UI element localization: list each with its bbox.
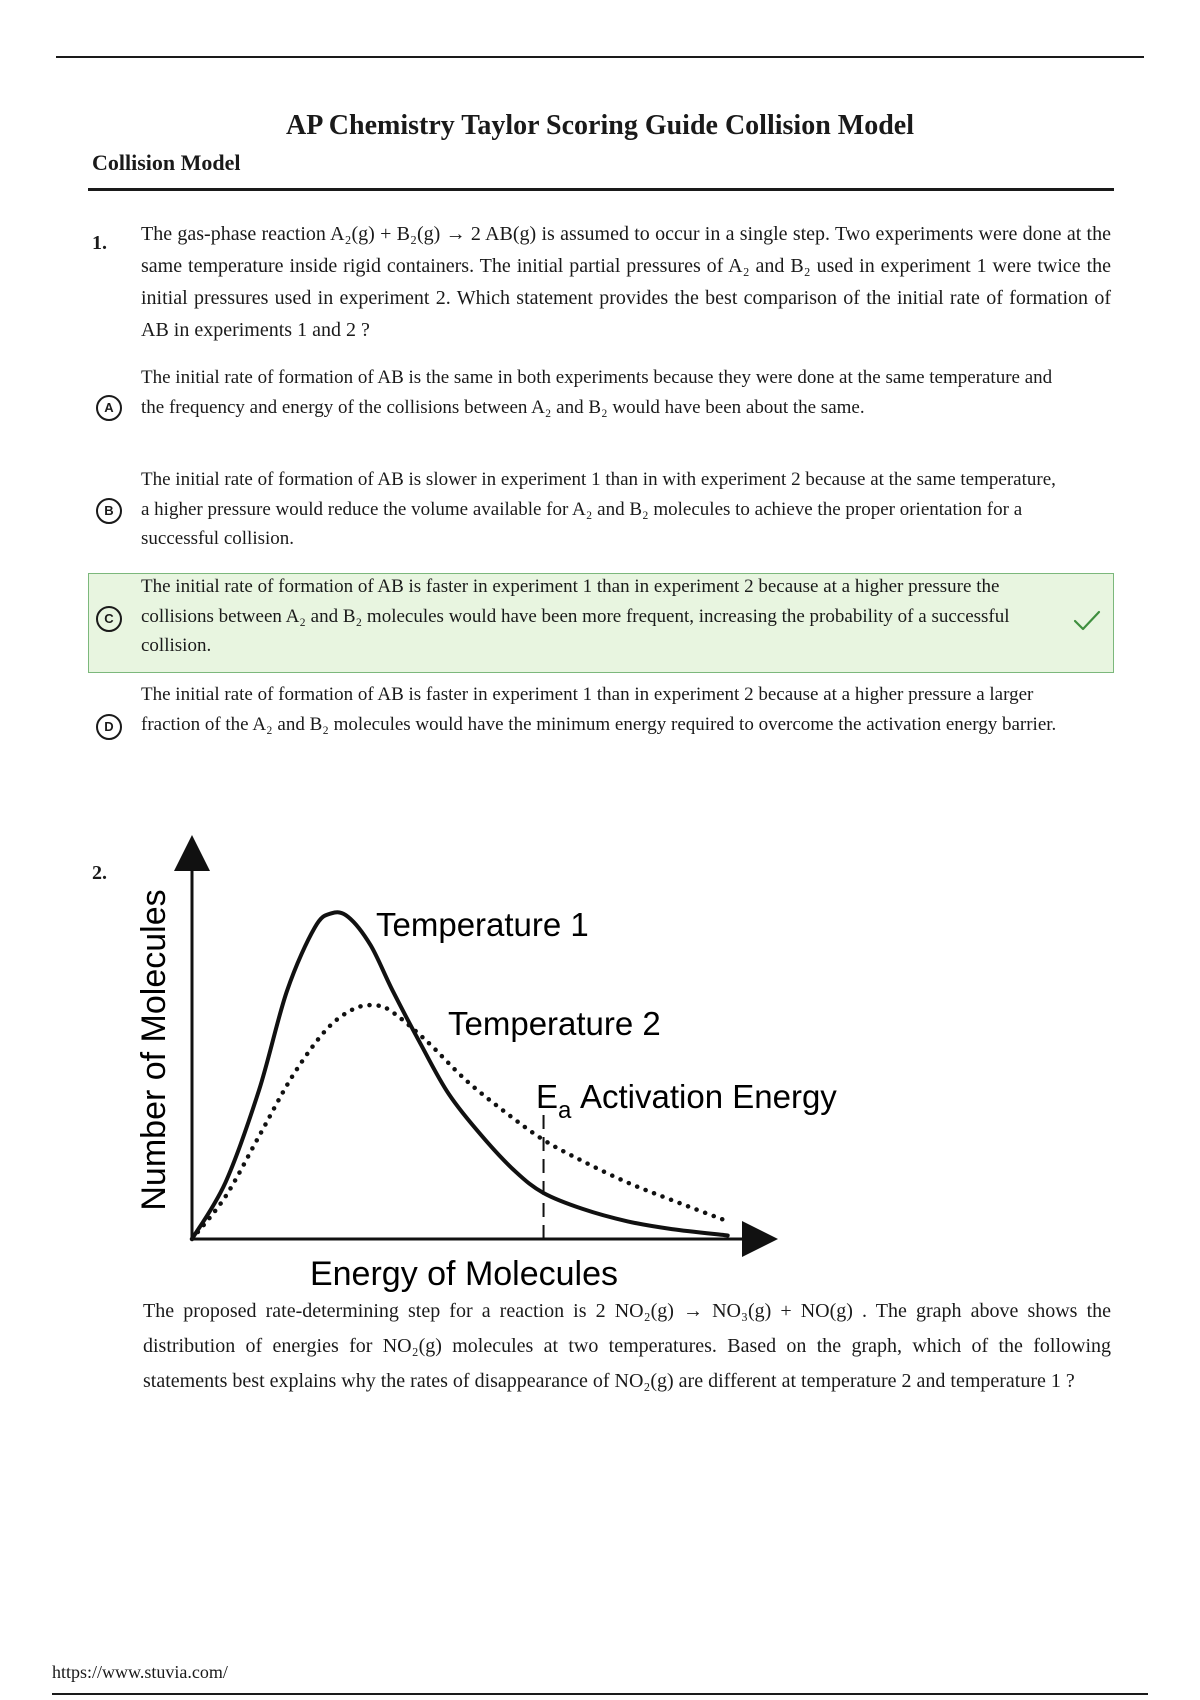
temperature-1-label: Temperature 1 — [376, 906, 589, 943]
bottom-rule — [52, 1693, 1148, 1695]
ea-symbol — [536, 1078, 572, 1124]
section-rule — [88, 188, 1114, 191]
question-1-text: The gas-phase reaction A₂(g) + B₂(g) → 2 AB(g) is assumed to occur in a single step. Two experiments were done at the same temperature inside rigid containers. The initial partial pressures of A₂ and B₂ used in experiment 1 were twice the initial pressures used in experiment 2. Which statement provides the best comparison of the initial rate of formation of AB in experiments 1 and 2 ? — [141, 223, 1111, 341]
ea-label: Activation Energy — [580, 1078, 837, 1115]
top-rule — [56, 56, 1144, 58]
choice-a-letter[interactable]: A — [96, 395, 122, 421]
choice-c-letter[interactable]: C — [96, 606, 122, 632]
question-2-number: 2. — [92, 862, 107, 884]
page-title: AP Chemistry Taylor Scoring Guide Collision Model — [286, 110, 914, 141]
y-axis-label: Number of Molecules — [135, 889, 173, 1211]
choice-b-text: The initial rate of formation of AB is slower in experiment 1 than in with experiment 2 because at the same temperature, a higher pressure would reduce the volume available for A₂ and B₂ molecules to achieve the proper orientation for a successful collision. — [141, 469, 1056, 549]
question-1-number: 1. — [92, 232, 107, 254]
energy-distribution-chart — [120, 835, 920, 1295]
ea-symbol-letter: E — [536, 1078, 559, 1115]
question-2-text: The proposed rate-determining step for a reaction is 2 NO₂(g) → NO₃(g) + NO(g) . The graph above shows the distribution of energies for NO₂(g) molecules at two temperatures. Based on the graph, which of the following statements best explains why the rates of disappearance of NO₂(g) are different at temperature 2 and temperature 1 ? — [143, 1300, 1111, 1392]
footer-url[interactable]: https://www.stuvia.com/ — [52, 1662, 228, 1682]
choice-d-letter[interactable]: D — [96, 714, 122, 740]
choice-d-text: The initial rate of formation of AB is faster in experiment 1 than in experiment 2 because at a higher pressure a larger fraction of the A₂ and B₂ molecules would have the minimum energy required to overcome the activation energy barrier. — [141, 684, 1057, 735]
checkmark-icon — [1072, 608, 1102, 634]
choice-c-text: The initial rate of formation of AB is faster in experiment 1 than in experiment 2 because at a higher pressure the collisions between A₂ and B₂ molecules would have been more frequent, increasing the probability of a successful collision. — [141, 576, 1010, 656]
choice-a-text: The initial rate of formation of AB is the same in both experiments because they were done at the same temperature and the frequency and energy of the collisions between A₂ and B₂ would have been about the same. — [141, 367, 1053, 418]
ea-symbol-subscript: a — [558, 1097, 572, 1124]
choice-b-letter[interactable]: B — [96, 498, 122, 524]
section-heading: Collision Model — [92, 150, 241, 175]
temperature-2-label: Temperature 2 — [448, 1005, 661, 1042]
x-axis-label: Energy of Molecules — [309, 1255, 619, 1293]
